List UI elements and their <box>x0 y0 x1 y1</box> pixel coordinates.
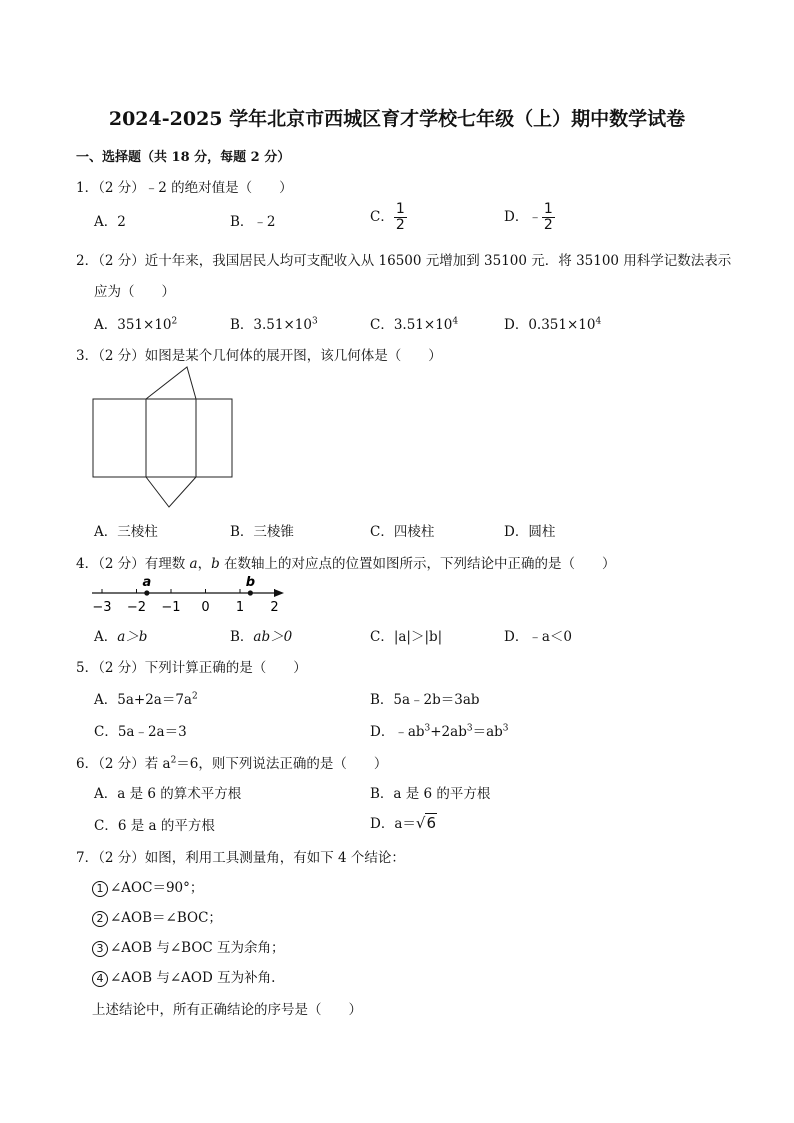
q1-option-d <box>504 202 555 233</box>
net-triangle-top <box>146 367 196 399</box>
question-4-stem <box>76 552 616 572</box>
q4-option-b-label: B． <box>230 629 254 645</box>
q7-conclusion-3-text: ∠AOB 与∠BOC 互为余角； <box>110 940 285 956</box>
prism-net-figure <box>92 366 237 511</box>
q1-option-b: B．﹣2 <box>230 214 276 230</box>
net-rect-left <box>93 399 146 477</box>
q4-option-c: C．|a|＞|b| <box>370 629 443 645</box>
number-line <box>88 574 288 616</box>
exponent: 3 <box>502 723 509 734</box>
q4-option-a-expr: a＞b <box>117 629 148 645</box>
circled-number: 3 <box>92 941 108 957</box>
section-heading: 一、选择题（共 18 分，每题 2 分） <box>76 150 291 165</box>
exponent: 2 <box>191 691 198 702</box>
q2-option-a-base: A．351×10 <box>94 317 172 333</box>
q4-option-a <box>94 625 147 645</box>
circled-number: 1 <box>92 881 108 897</box>
q4-option-b-expr: ab＞0 <box>253 629 293 645</box>
q1-option-a: A．2 <box>94 214 126 230</box>
q3-option-d: D．圆柱 <box>504 524 556 540</box>
q6-option-a: A．a 是 6 的算术平方根 <box>94 786 242 802</box>
q4-stem-post: 在数轴上的对应点的位置如图所示，下列结论中正确的是（ ） <box>219 556 616 572</box>
q5-option-d-part1: D．﹣ab <box>370 724 425 740</box>
fraction-numerator: 1 <box>543 201 553 217</box>
q7-conclusion-3 <box>92 936 285 957</box>
exponent: 4 <box>452 316 459 327</box>
q7-conclusion-4 <box>92 966 275 987</box>
radicand: 6 <box>426 814 436 832</box>
net-triangle-bottom <box>146 477 196 507</box>
q2-option-c-base: C．3.51×10 <box>370 317 453 333</box>
q4-comma: ， <box>197 556 212 572</box>
q2-option-b <box>230 313 318 333</box>
q5-option-c: C．5a﹣2a＝3 <box>94 724 187 740</box>
q6-option-b: B．a 是 6 的平方根 <box>370 786 491 802</box>
exponent: 3 <box>424 723 431 734</box>
q2-option-d <box>504 313 601 333</box>
var-b: b <box>211 556 220 572</box>
q1-option-c <box>370 202 407 233</box>
q5-option-d-part3: ＝ab <box>472 724 503 740</box>
q3-option-b: B．三棱锥 <box>230 524 294 540</box>
question-2-stem-cont: 应为（ ） <box>94 284 175 300</box>
arrow-right-icon <box>274 589 284 597</box>
question-7-stem: 7．（2 分）如图，利用工具测量角，有如下 4 个结论： <box>76 850 405 866</box>
q1-option-c-fraction <box>394 202 407 233</box>
page-title: 2024-2025 学年北京市西城区育才学校七年级（上）期中数学试卷 <box>108 108 686 130</box>
exponent: 3 <box>311 316 318 327</box>
question-7-tail: 上述结论中，所有正确结论的序号是（ ） <box>92 1002 362 1018</box>
q5-option-a-text: A．5a+2a＝7a <box>94 692 192 708</box>
q5-option-a <box>94 688 198 708</box>
q2-option-c <box>370 313 458 333</box>
q5-option-d-part2: +2ab <box>430 724 467 740</box>
q6-option-d-label: D．a＝ <box>370 816 416 832</box>
exponent: 2 <box>171 316 178 327</box>
exponent: 2 <box>170 755 177 766</box>
number-line-tick-label: 2 <box>270 600 279 615</box>
q1-option-d-label: D．﹣ <box>504 209 542 225</box>
number-line-point-label-b: b <box>245 575 256 590</box>
q4-option-a-label: A． <box>94 629 118 645</box>
q3-option-c: C．四棱柱 <box>370 524 435 540</box>
q7-conclusion-1-text: ∠AOC＝90°； <box>110 880 204 896</box>
circled-number: 2 <box>92 911 108 927</box>
q5-option-d <box>370 720 509 740</box>
number-line-tick-label: −3 <box>92 600 112 615</box>
q7-conclusion-4-text: ∠AOB 与∠AOD 互为补角. <box>110 970 276 986</box>
q6-stem-post: ＝6，则下列说法正确的是（ ） <box>176 756 388 772</box>
q2-option-b-base: B．3.51×10 <box>230 317 312 333</box>
fraction-denominator: 2 <box>543 217 553 233</box>
q1-option-c-label: C． <box>370 209 394 225</box>
q6-option-d <box>370 812 437 832</box>
exponent: 4 <box>595 316 602 327</box>
q7-conclusion-2 <box>92 906 222 927</box>
number-line-tick-label: −1 <box>161 600 181 615</box>
question-6-stem <box>76 752 387 772</box>
question-2-stem: 2．（2 分）近十年来，我国居民人均可支配收入从 16500 元增加到 35100 元．将 35100 用科学记数法表示 <box>76 253 732 269</box>
q2-option-d-base: D．0.351×10 <box>504 317 596 333</box>
circled-number: 4 <box>92 971 108 987</box>
q6-option-c: C．6 是 a 的平方根 <box>94 818 215 834</box>
number-line-tick-label: 1 <box>235 600 245 615</box>
fraction-numerator: 1 <box>395 201 405 217</box>
q4-option-b <box>230 625 292 645</box>
question-1-stem: 1．（2 分）﹣2 的绝对值是（ ） <box>76 180 293 196</box>
number-line-tick-label: 0 <box>201 600 210 615</box>
number-line-point-b <box>248 590 253 595</box>
number-line-point-a <box>144 590 149 595</box>
fraction-denominator: 2 <box>395 217 405 233</box>
q2-option-a <box>94 313 177 333</box>
q6-stem-pre: 6．（2 分）若 a <box>76 756 171 772</box>
q3-option-a: A．三棱柱 <box>94 524 158 540</box>
net-rect-middle <box>146 399 196 477</box>
var-a: a <box>189 556 198 572</box>
exponent: 3 <box>466 723 473 734</box>
number-line-tick-label: −2 <box>126 600 147 615</box>
q4-option-d: D．﹣a＜0 <box>504 629 572 645</box>
q1-option-d-fraction <box>542 202 555 233</box>
q7-conclusion-1 <box>92 876 203 897</box>
number-line-point-label-a: a <box>142 575 152 590</box>
q5-option-b: B．5a﹣2b＝3ab <box>370 692 480 708</box>
sqrt-symbol: √6 <box>415 814 436 832</box>
q4-stem-pre: 4．（2 分）有理数 <box>76 556 190 572</box>
q7-conclusion-2-text: ∠AOB＝∠BOC； <box>110 910 222 926</box>
question-3-stem: 3．（2 分）如图是某个几何体的展开图，该几何体是（ ） <box>76 348 442 364</box>
question-5-stem: 5．（2 分）下列计算正确的是（ ） <box>76 660 307 676</box>
net-rect-right <box>196 399 232 477</box>
